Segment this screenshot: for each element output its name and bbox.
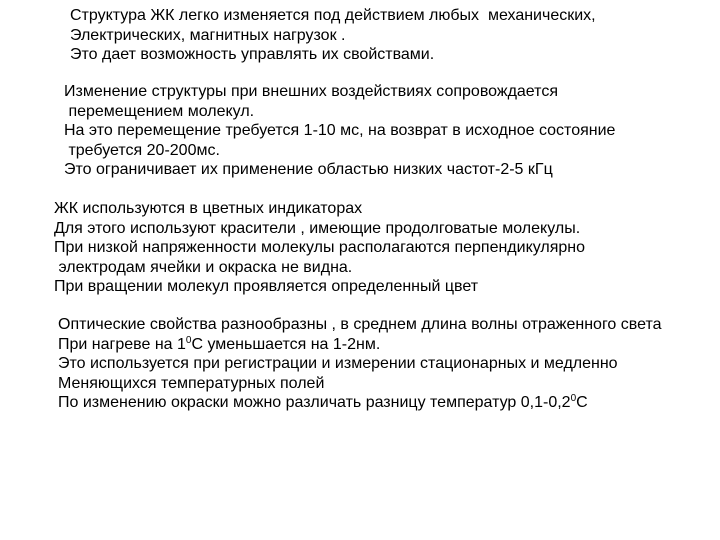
text-segment: С xyxy=(576,394,588,411)
text-line: ЖК используются в цветных индикаторах xyxy=(54,200,363,217)
text-line: Это дает возможность управлять их свойствами. xyxy=(70,46,435,63)
text-line: Это используется при регистрации и измерении стационарных и медленно xyxy=(58,355,618,372)
text-line: При вращении молекул проявляется определенный цвет xyxy=(54,278,479,295)
text-segment: По изменению окраски можно различать разницу температур 0,1-0,2 xyxy=(58,394,571,411)
text-line: требуется 20-200мс. xyxy=(64,141,220,159)
text-line xyxy=(58,335,662,355)
text-line: Изменение структуры при внешних воздействиях сопровождается xyxy=(64,83,558,100)
text-line: На это перемещение требуется 1-10 мс, на возврат в исходное состояние xyxy=(64,122,616,139)
superscript-degree: 0 xyxy=(570,393,577,404)
text-line: Оптические свойства разнообразны , в среднем длина волны отраженного света xyxy=(58,316,662,333)
paragraph-lc-structure xyxy=(70,6,596,65)
text-line: Структура ЖК легко изменяется под действием любых механических, xyxy=(70,7,596,24)
text-line: электродам ячейки и окраска не видна. xyxy=(54,258,353,276)
text-line: Электрических, магнитных нагрузок . xyxy=(70,26,346,44)
text-line: При низкой напряженности молекулы располагаются перпендикулярно xyxy=(54,239,586,256)
paragraph-structure-change xyxy=(64,82,615,180)
text-line: Это ограничивает их применение областью низких частот-2-5 кГц xyxy=(64,161,553,178)
superscript-degree: 0 xyxy=(185,334,192,346)
paragraph-optical-properties xyxy=(58,315,662,413)
text-line: Меняющихся температурных полей xyxy=(58,374,325,392)
text-segment: С уменьшается на 1-2нм. xyxy=(191,335,381,353)
text-segment: При нагреве на 1 xyxy=(58,335,186,353)
text-line: перемещением молекул. xyxy=(64,102,255,120)
paragraph-color-indicators xyxy=(54,199,585,297)
text-line xyxy=(58,393,662,413)
text-line: Для этого используют красители , имеющие продолговатые молекулы. xyxy=(54,219,581,237)
